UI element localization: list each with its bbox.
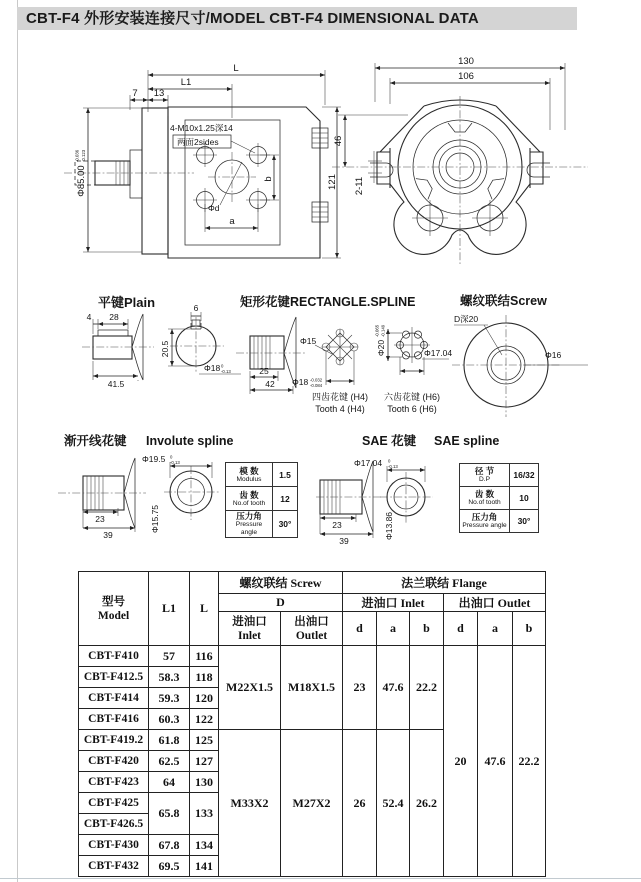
l-cell: 141 xyxy=(190,856,219,877)
header-outlet-b: b xyxy=(513,612,546,646)
header-inlet-group: 进油口 Inlet xyxy=(343,594,444,612)
dim-46: 46 xyxy=(333,135,344,147)
bolt-holes xyxy=(193,143,270,212)
dim-phid: Φd xyxy=(208,203,220,213)
l-cell: 120 xyxy=(190,688,219,709)
dim-25: 25 xyxy=(259,366,269,376)
l-cell: 127 xyxy=(190,751,219,772)
param-en: Pressure angle xyxy=(235,521,263,536)
l1-cell: 64 xyxy=(149,772,190,793)
dim-phi19-5: Φ19.5 xyxy=(142,454,166,464)
outlet-a-cell: 47.6 xyxy=(478,646,513,877)
l1-cell: 65.8 xyxy=(149,793,190,835)
header-screw-outlet xyxy=(281,612,343,646)
l1-cell: 57 xyxy=(149,646,190,667)
dim-a: a xyxy=(229,216,235,227)
dim-phi85-tol-upper: -0.036 xyxy=(74,149,80,162)
model-cell: CBT-F420 xyxy=(79,751,149,772)
header-outlet-group: 出油口 Outlet xyxy=(444,594,546,612)
header-inlet-b: b xyxy=(410,612,444,646)
dim-phi17-04: Φ17.04 xyxy=(424,348,453,358)
dim-2-11: 2-11 xyxy=(354,176,365,196)
outlet-b-cell: 22.2 xyxy=(513,646,546,877)
param-label xyxy=(460,464,510,487)
tooth4-label-en: Tooth 4 (H4) xyxy=(315,404,365,414)
dim-39s: 39 xyxy=(339,536,349,546)
dim-20-5: 20.5 xyxy=(160,340,170,358)
screw-inlet-cell: M33X2 xyxy=(219,730,281,877)
l1-cell: 58.3 xyxy=(149,667,190,688)
param-label xyxy=(460,510,510,533)
l1-cell: 61.8 xyxy=(149,730,190,751)
l1-cell: 67.8 xyxy=(149,835,190,856)
param-zh: 径 节 xyxy=(474,466,495,476)
screw-inlet-cell: M22X1.5 xyxy=(219,646,281,730)
model-cell: CBT-F426.5 xyxy=(79,814,149,835)
dim-phi16: Φ16 xyxy=(545,350,562,360)
dim-130: 130 xyxy=(458,56,474,67)
header-screw-group: 螺纹联结 Screw xyxy=(219,572,343,594)
dim-41-5: 41.5 xyxy=(107,379,125,389)
dim-phi18r-tol-lower: -0.084 xyxy=(310,383,323,388)
l-cell: 122 xyxy=(190,709,219,730)
dim-phi15-75: Φ15.75 xyxy=(150,504,160,534)
involute-params-table xyxy=(225,462,298,538)
table-row xyxy=(460,510,539,533)
header-model-zh: 型号 xyxy=(102,595,125,608)
model-cell: CBT-F419.2 xyxy=(79,730,149,751)
dim-b: b xyxy=(263,176,274,182)
dim-121: 121 xyxy=(327,174,338,190)
header-inlet-a: a xyxy=(377,612,410,646)
header-screw-outlet-zh: 出油口 xyxy=(294,615,329,628)
tooth4-label-zh: 四齿花键 (H4) xyxy=(312,392,368,402)
dim-phi17-04s: Φ17.04 xyxy=(354,458,383,468)
dim-23i: 23 xyxy=(95,514,105,524)
tooth6-label-en: Tooth 6 (H6) xyxy=(387,404,437,414)
sae-params-table xyxy=(459,463,539,533)
model-cell: CBT-F425 xyxy=(79,793,149,814)
dim-6: 6 xyxy=(193,303,199,313)
page-title: CBT-F4 外形安装连接尺寸/MODEL CBT-F4 DIMENSIONAL DATA xyxy=(17,7,577,30)
involute-title-en: Involute spline xyxy=(146,434,234,448)
param-en: Modulus xyxy=(236,475,262,483)
screw-connection-drawing xyxy=(448,293,636,425)
dim-7: 7 xyxy=(132,88,138,99)
header-screw-outlet-en: Outlet xyxy=(295,629,328,642)
front-view-outline xyxy=(332,96,588,264)
param-value: 30° xyxy=(510,510,539,533)
header-outlet-a: a xyxy=(478,612,513,646)
model-cell: CBT-F423 xyxy=(79,772,149,793)
dim-phi19-5-tol-lower: -0.13 xyxy=(170,460,180,465)
dim-106: 106 xyxy=(458,71,474,82)
header-flange-group: 法兰联结 Flange xyxy=(343,572,546,594)
header-outlet-d: d xyxy=(444,612,478,646)
bolt-note-line2: 两面2sides xyxy=(177,137,219,147)
header-l: L xyxy=(190,572,219,646)
param-label xyxy=(460,487,510,510)
dim-L1: L1 xyxy=(180,77,192,88)
page-bottom-rule xyxy=(0,878,641,879)
table-row xyxy=(460,464,539,487)
param-value: 16/32 xyxy=(510,464,539,487)
dim-phi19-5-tol-upper: 0 xyxy=(170,454,173,460)
header-inlet-d: d xyxy=(343,612,377,646)
inlet-a-cell: 47.6 xyxy=(377,646,410,730)
header-screw-inlet-zh: 进油口 xyxy=(232,615,267,628)
model-cell: CBT-F432 xyxy=(79,856,149,877)
dim-phi20-tol-upper: -0.065 xyxy=(374,324,380,337)
rect-spline-drawing xyxy=(236,293,453,425)
dim-phi18-tol-upper: 0 xyxy=(221,363,224,369)
page-left-rule xyxy=(17,0,18,882)
dim-phi18r-tol-upper: -0.032 xyxy=(310,377,323,383)
l-cell: 134 xyxy=(190,835,219,856)
param-label xyxy=(226,463,273,487)
side-view-drawing xyxy=(56,52,346,270)
table-row xyxy=(226,463,298,487)
header-screw-inlet-en: Inlet xyxy=(238,629,261,642)
dimension-table xyxy=(78,571,546,877)
table-row xyxy=(226,511,298,538)
param-value: 10 xyxy=(510,487,539,510)
dim-phi85: Φ85.00 xyxy=(76,165,87,197)
plain-key-title: 平键Plain xyxy=(98,295,156,310)
rect-spline-title: 矩形花键RECTANGLE.SPLINE xyxy=(240,295,416,309)
dim-4: 4 xyxy=(86,312,92,322)
model-cell: CBT-F416 xyxy=(79,709,149,730)
screw-title: 螺纹联结Screw xyxy=(460,294,547,308)
model-cell: CBT-F410 xyxy=(79,646,149,667)
param-zh: 模 数 xyxy=(239,465,259,476)
screw-outlet-cell: M27X2 xyxy=(281,730,343,877)
dim-phi18r: Φ18 xyxy=(292,377,309,387)
screw-outline xyxy=(452,315,560,417)
screw-outlet-cell: M18X1.5 xyxy=(281,646,343,730)
dim-23s: 23 xyxy=(332,520,342,530)
header-l1: L1 xyxy=(149,572,190,646)
param-en: No.of tooth xyxy=(468,499,501,506)
dim-28: 28 xyxy=(109,312,119,322)
param-zh: 齿 数 xyxy=(239,489,259,500)
outlet-d-cell: 20 xyxy=(444,646,478,877)
l-cell: 130 xyxy=(190,772,219,793)
inlet-b-cell: 22.2 xyxy=(410,646,444,730)
dim-13: 13 xyxy=(153,88,165,99)
l1-cell: 59.3 xyxy=(149,688,190,709)
screw-dimensions xyxy=(454,314,588,365)
front-view-drawing xyxy=(328,52,592,270)
param-en: D.P xyxy=(479,476,490,483)
dim-L: L xyxy=(233,63,239,74)
dim-phi85-tol-lower: -0.123 xyxy=(81,149,86,162)
table-row xyxy=(226,487,298,511)
l-cell: 125 xyxy=(190,730,219,751)
model-cell: CBT-F430 xyxy=(79,835,149,856)
model-cell: CBT-F414 xyxy=(79,688,149,709)
l-cell: 118 xyxy=(190,667,219,688)
param-value: 1.5 xyxy=(273,463,298,487)
dim-phi17-04s-tol-upper: 0 xyxy=(388,458,391,464)
dim-phi17-04s-tol-lower: -0.13 xyxy=(388,464,398,469)
param-zh: 压力角 xyxy=(471,512,498,522)
header-d-big: D xyxy=(219,594,343,612)
involute-outline xyxy=(58,458,220,528)
table-header-row xyxy=(79,572,546,594)
dim-phi18: Φ18 xyxy=(204,363,221,373)
l1-cell: 62.5 xyxy=(149,751,190,772)
dim-phi20-tol-lower: -0.149 xyxy=(380,324,386,337)
param-zh: 齿 数 xyxy=(474,489,495,499)
param-en: Pressure angle xyxy=(462,522,507,529)
inlet-d-cell: 23 xyxy=(343,646,377,730)
l-cell: 133 xyxy=(190,793,219,835)
param-label xyxy=(226,511,273,538)
inlet-b-cell: 26.2 xyxy=(410,730,444,877)
param-label xyxy=(226,487,273,511)
plain-key-drawing xyxy=(58,293,253,421)
involute-title-zh: 渐开线花键 xyxy=(64,434,127,448)
dim-42: 42 xyxy=(265,379,275,389)
sae-title-en: SAE spline xyxy=(434,434,500,448)
l1-cell: 60.3 xyxy=(149,709,190,730)
dim-phi13-86: Φ13.86 xyxy=(384,511,394,541)
sae-title-zh: SAE 花键 xyxy=(362,434,417,448)
inlet-d-cell: 26 xyxy=(343,730,377,877)
tooth6-label-zh: 六齿花键 (H6) xyxy=(384,392,440,402)
involute-dimensions xyxy=(83,454,212,540)
param-zh: 压力角 xyxy=(236,511,262,521)
header-model xyxy=(79,572,149,646)
dim-phi20: Φ20 xyxy=(376,339,386,357)
header-model-en: Model xyxy=(97,609,130,622)
l-cell: 116 xyxy=(190,646,219,667)
model-cell: CBT-F412.5 xyxy=(79,667,149,688)
param-value: 12 xyxy=(273,487,298,511)
param-value: 30° xyxy=(273,511,298,538)
inlet-a-cell: 52.4 xyxy=(377,730,410,877)
dim-phi15: Φ15 xyxy=(300,336,317,346)
dim-phi18-tol-lower: -0.13 xyxy=(221,369,231,374)
dim-39i: 39 xyxy=(103,530,113,540)
dim-depth: D深20 xyxy=(454,314,479,324)
header-screw-inlet xyxy=(219,612,281,646)
param-en: No.of tooth xyxy=(232,499,266,507)
bolt-note-line1: 4-M10x1.25深14 xyxy=(170,123,233,133)
table-row xyxy=(460,487,539,510)
table-row xyxy=(79,646,546,667)
l1-cell: 69.5 xyxy=(149,856,190,877)
